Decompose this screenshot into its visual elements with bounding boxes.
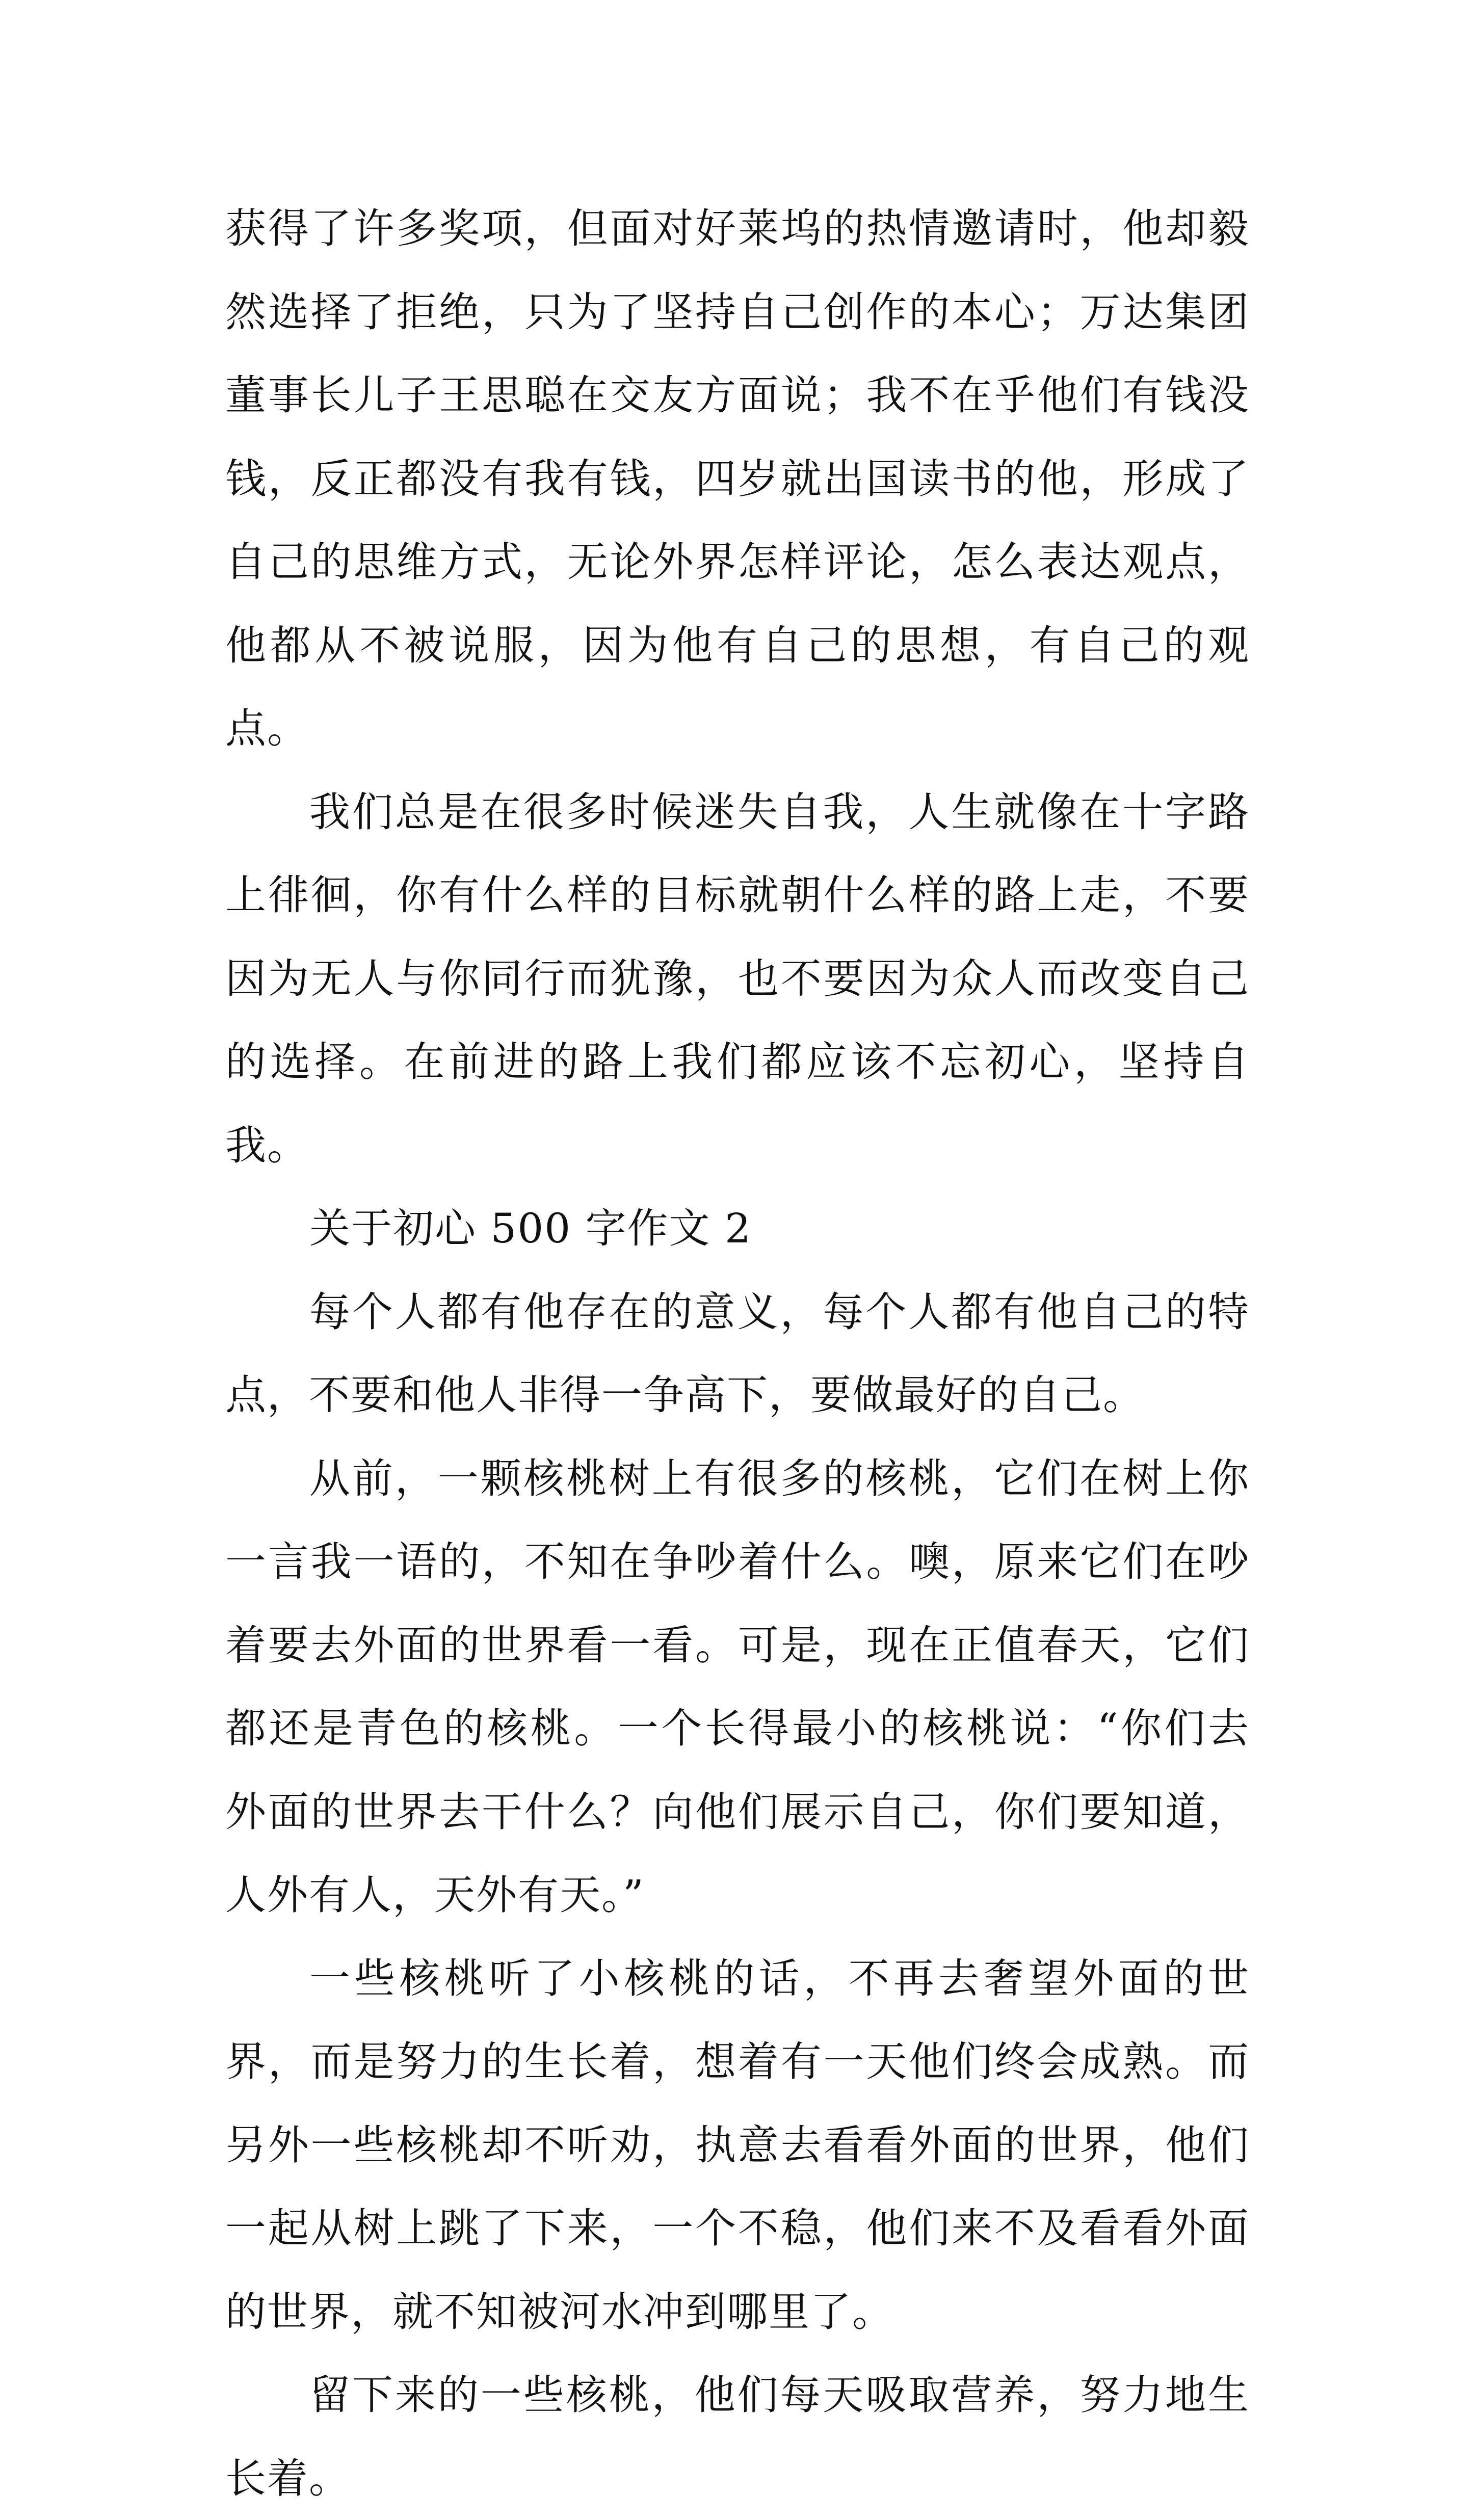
paragraph-6: 留下来的一些核桃，他们每天吸取营养，努力地生长着。 [225, 2371, 1250, 2502]
paragraph-5: 一些核桃听了小核桃的话，不再去奢望外面的世界，而是努力的生长着，想着有一天他们终会成熟。而另外一些核桃却不听劝，执意去看看外面的世界，他们一起从树上跳了下来，一个不稳，他们来不及看看外面的世界，就不知被河水冲到哪里了。 [225, 1954, 1250, 2336]
paragraph-3: 每个人都有他存在的意义，每个人都有他自己的特点，不要和他人非得一争高下，要做最好的自己。 [225, 1288, 1250, 1419]
section-heading: 关于初心 500 字作文 2 [309, 1205, 752, 1252]
document-body [225, 187, 1250, 2520]
paragraph-1: 获得了许多奖项，但面对好莱坞的热情邀请时，他却毅然选择了拒绝，只为了坚持自己创作的本心；万达集团董事长儿子王思聪在交友方面说；我不在乎他们有钱没钱，反正都没有我有钱，四岁就出国读书的他，形成了自己的思维方式，无论外界怎样评论，怎么表达观点，他都从不被说服，因为他有自己的思想，有自己的观点。 [225, 205, 1250, 752]
paragraph-4: 从前，一颗核桃树上有很多的核桃，它们在树上你一言我一语的，不知在争吵着什么。噢，原来它们在吵着要去外面的世界看一看。可是，现在正值春天，它们都还是青色的核桃。一个长得最小的核桃说：“你们去外面的世界去干什么？向他们展示自己，你们要知道，人外有人，天外有天。” [225, 1454, 1250, 1919]
paragraph-2: 我们总是在很多时候迷失自我，人生就像在十字路上徘徊，你有什么样的目标就朝什么样的路上走，不要因为无人与你同行而犹豫，也不要因为众人而改变自己的选择。在前进的路上我们都应该不忘初心，坚持自我。 [225, 788, 1250, 1169]
